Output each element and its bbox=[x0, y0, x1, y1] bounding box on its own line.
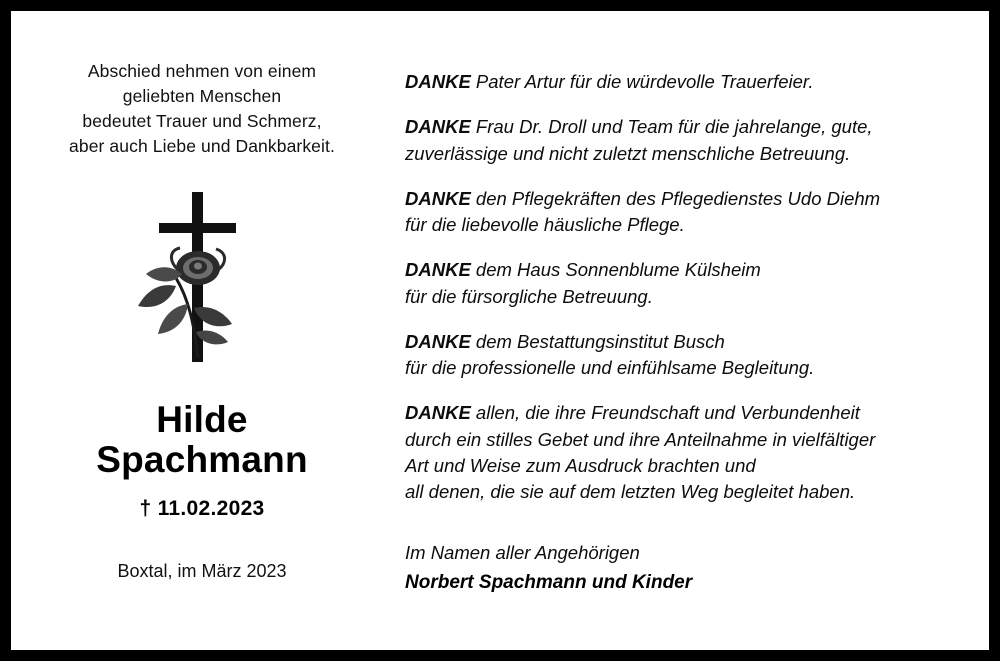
thanks-entry bbox=[405, 114, 957, 167]
thanks-keyword: DANKE bbox=[405, 330, 471, 352]
thanks-line: allen, die ihre Freundschaft und Verbundenheit bbox=[475, 402, 860, 424]
verse-line: bedeutet Trauer und Schmerz, bbox=[82, 110, 322, 131]
thanks-line: dem Haus Sonnenblume Külsheim bbox=[475, 259, 761, 281]
thanks-keyword: DANKE bbox=[405, 259, 471, 281]
thanks-line: den Pflegekräften des Pflegedienstes Udo Diehm bbox=[475, 187, 881, 209]
thanks-line: Art und Weise zum Ausdruck brachten und bbox=[405, 454, 756, 476]
thanks-line: all denen, die sie auf dem letzten Weg begleitet haben. bbox=[405, 481, 856, 503]
thanks-line: Frau Dr. Droll und Team für die jahrelange, gute, bbox=[475, 116, 873, 138]
verse-line: Abschied nehmen von einem bbox=[87, 61, 317, 81]
closing-line: Im Namen aller Angehörigen bbox=[405, 542, 640, 564]
closing-signature: Norbert Spachmann und Kinder bbox=[405, 572, 693, 594]
deceased-name bbox=[96, 400, 308, 479]
thanks-keyword: DANKE bbox=[405, 187, 471, 209]
place-and-date: Boxtal, im März 2023 bbox=[117, 560, 287, 581]
thanks-entry bbox=[405, 186, 957, 239]
obituary-sheet bbox=[17, 17, 983, 644]
memorial-column bbox=[17, 17, 387, 644]
death-date: † 11.02.2023 bbox=[139, 496, 265, 520]
thanks-line: Pater Artur für die würdevolle Trauerfeier. bbox=[475, 71, 814, 92]
thanks-keyword: DANKE bbox=[405, 71, 471, 92]
thanks-line: dem Bestattungsinstitut Busch bbox=[475, 330, 725, 352]
thanks-line: durch ein stilles Gebet und ihre Anteilnahme in vielfältiger bbox=[405, 428, 876, 450]
thanks-entry bbox=[405, 69, 957, 95]
thanks-entry bbox=[405, 329, 957, 382]
thanks-line: zuverlässige und nicht zuletzt menschliche Betreuung. bbox=[405, 142, 851, 164]
thanks-entry bbox=[405, 400, 957, 505]
verse-line: geliebten Menschen bbox=[122, 85, 282, 106]
thanks-line: für die professionelle und einfühlsame Begleitung. bbox=[405, 357, 815, 379]
thanks-keyword: DANKE bbox=[405, 116, 471, 138]
thanks-line: für die fürsorgliche Betreuung. bbox=[405, 285, 653, 307]
verse-line: aber auch Liebe und Dankbarkeit. bbox=[69, 135, 335, 156]
thanks-entry bbox=[405, 257, 957, 310]
thanks-keyword: DANKE bbox=[405, 402, 471, 424]
name-last: Spachmann bbox=[96, 438, 308, 480]
thanks-line: für die liebevolle häusliche Pflege. bbox=[405, 214, 685, 236]
closing-block bbox=[405, 539, 957, 597]
memorial-verse bbox=[69, 59, 335, 158]
cross-with-rose-icon bbox=[102, 182, 302, 382]
name-first: Hilde bbox=[156, 399, 248, 441]
thanks-column bbox=[387, 17, 983, 644]
obituary-frame bbox=[9, 9, 991, 652]
